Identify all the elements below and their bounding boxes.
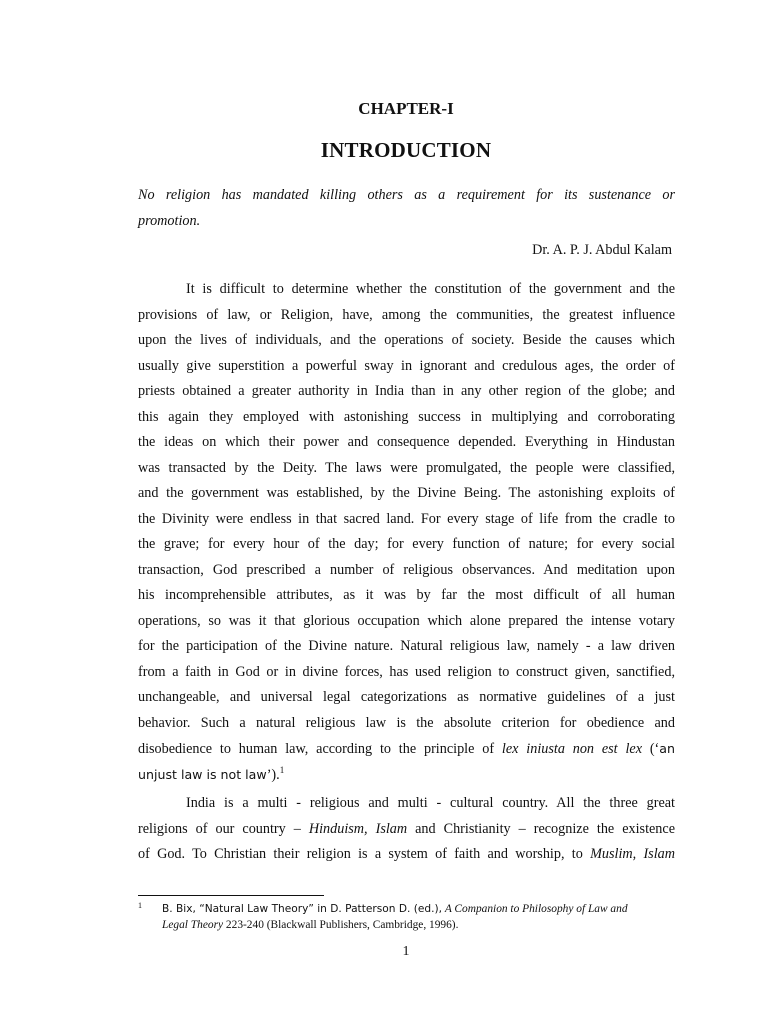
text-line: and the government was established, by the Divine Being. The astonishing exploits of [138,485,675,501]
text-line: operations, so was it that glorious occupation which alone prepared the intense votary [138,612,675,629]
text-line: behavior. Such a natural religious law is the absolute criterion for obedience and [138,714,675,731]
paragraph [138,791,675,868]
footnote-reference[interactable]: 1 [279,764,285,775]
paragraph [138,277,675,787]
text-line: was transacted by the Deity. The laws were promulgated, the people were classified, [138,459,675,476]
footnote [138,901,675,933]
text-line: unchangeable, and universal legal categorizations as normative guidelines of a just [138,689,675,705]
chapter-label: CHAPTER-I [358,99,454,118]
epigraph-attribution: Dr. A. P. J. Abdul Kalam [532,242,672,258]
text-line: religions of our country – Hinduism, Islam and Christianity – recognize the existence [138,820,675,837]
page-number: 1 [402,944,410,959]
footnote-divider [138,895,324,896]
text-line: of God. To Christian their religion is a system of faith and worship, to Muslim, Islam [138,846,675,862]
text-line: unjust law is not law’).$^1$ [138,764,285,783]
text-line: the grave; for every hour of the day; for every function of nature; for every social [138,536,675,552]
epigraph-line: promotion. [138,213,201,229]
footnote-text: B. Bix, “Natural Law Theory” in D. Patterson D. (ed.), A Companion to Philosophy of Law and Legal Theory 223-240 (Blackwall Publishers, Cambridge, 1996). [162,903,628,931]
text-line: It is difficult to determine whether the constitution of the government and the [186,281,675,297]
epigraph-quote [138,182,675,234]
text-line: upon the lives of individuals, and the operations of society. Beside the causes which [138,332,675,348]
epigraph-line: No religion has mandated killing others as a requirement for its sustenance or [138,187,675,203]
latin-maxim: lex iniusta non est lex [501,741,642,757]
footnote-mark: 1 [138,901,142,910]
text-line: transaction, God prescribed a number of religious observances. And meditation upon [138,561,675,578]
text-line: the ideas on which their power and consequence depended. Everything in Hindustan [138,434,675,450]
text-line: usually give superstition a powerful sway in ignorant and credulous ages, the order of [138,357,675,374]
text-line: India is a multi - religious and multi - cultural country. All the three great [186,795,675,811]
text-line: priests obtained a greater authority in India than in any other region of the globe; and [138,383,675,399]
text-line: for the participation of the Divine nature. Natural religious law, namely - a law driven [138,638,675,654]
chapter-title: INTRODUCTION [320,138,492,162]
text-line: from a faith in God or in divine forces, has used religion to construct given, sanctified, [138,663,675,680]
text-line: disobedience to human law, according to the principle of lex iniusta non est lex (‘an [138,741,675,757]
text-line: this again they employed with astonishing success in multiplying and corroborating [138,408,675,425]
text-line: the Divinity were endless in that sacred land. For every stage of life from the cradle to [138,510,675,527]
text-line: provisions of law, or Religion, have, among the communities, the greatest influence [138,306,675,323]
text-line: his incomprehensible attributes, as it was by far the most difficult of all human [138,587,675,603]
